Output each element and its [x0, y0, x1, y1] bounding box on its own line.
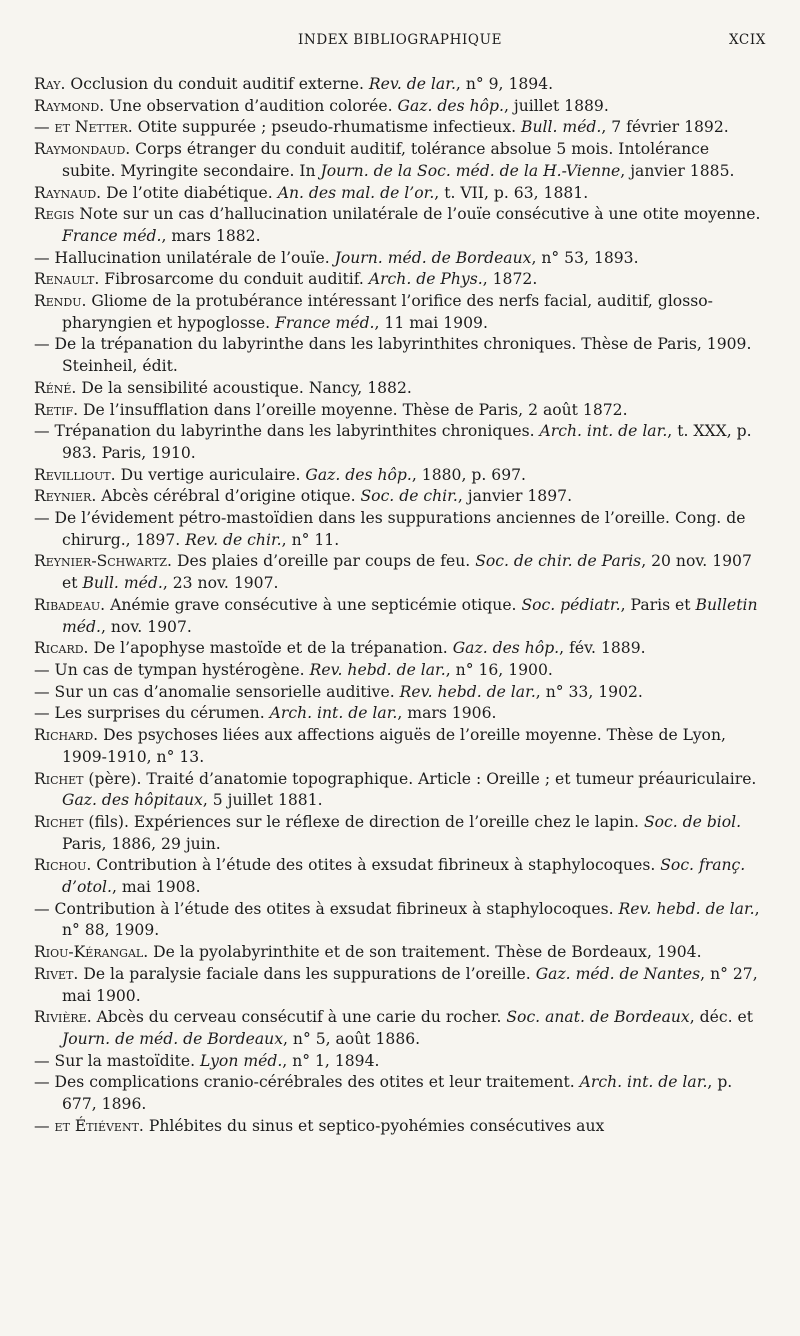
- bibliography-entry: [34, 964, 766, 1007]
- entry-text: , n° 88, 1909.: [62, 899, 760, 940]
- bibliography-entry: [34, 204, 766, 247]
- bibliography-entry: [34, 139, 766, 182]
- entry-author: Regis: [34, 205, 75, 224]
- entry-source-title: Arch. int. de lar.: [579, 1073, 708, 1092]
- bibliography-entry: [34, 183, 766, 205]
- entry-text: , mars 1882.: [161, 226, 261, 245]
- entry-text: Du vertige auriculaire.: [115, 465, 306, 484]
- entry-source-title: Journ. méd. de Bordeaux: [334, 248, 532, 267]
- bibliography-entry: [34, 1072, 766, 1115]
- entry-source-title: Rev. hebd. de lar.: [399, 682, 536, 701]
- entry-text: Abcès cérébral d’origine otique.: [96, 487, 361, 506]
- entry-author: — et Netter.: [34, 118, 133, 137]
- entry-text: , n° 16, 1900.: [445, 660, 553, 679]
- bibliography-entry: [34, 551, 766, 594]
- entry-text: , t. VII, p. 63, 1881.: [434, 183, 589, 202]
- bibliography-entry: [34, 703, 766, 725]
- entry-text: De l’otite diabétique.: [101, 183, 278, 202]
- entry-text: — Les surprises du cérumen.: [34, 704, 270, 723]
- entry-text: , n° 27, mai 1900.: [62, 964, 758, 1005]
- entry-text: Paris, 1886, 29 juin.: [62, 834, 221, 853]
- entry-source-title: Rev. hebd. de lar.: [618, 899, 755, 918]
- entry-author: Rivière.: [34, 1008, 92, 1027]
- entry-text: Gliome de la protubérance intéressant l’orifice des nerfs facial, auditif, glosso-pharyngien et hypoglosse.: [62, 292, 713, 332]
- entry-author: Ricard.: [34, 639, 89, 658]
- entry-text: De l’apophyse mastoïde et de la trépanation.: [88, 639, 453, 658]
- bibliography-entry: [34, 855, 766, 898]
- entry-text: , t. XXX, p. 983. Paris, 1910.: [62, 422, 752, 462]
- entry-source-title: Soc. pédiatr.: [521, 595, 621, 614]
- entry-source-title: An. des mal. de l’or.: [277, 183, 435, 202]
- entry-text: , n° 1, 1894.: [282, 1051, 380, 1070]
- entry-text: , 11 mai 1909.: [374, 313, 488, 332]
- entry-text: — De la trépanation du labyrinthe dans les labyrinthites chroniques. Thèse de Paris, 1909. Steinheil, édit.: [34, 335, 752, 376]
- bibliography-entry: [34, 1007, 766, 1050]
- entry-text: Des psychoses liées aux affections aiguës de l’oreille moyenne. Thèse de Lyon, 1909-1910, n° 13.: [62, 726, 726, 766]
- entry-author: Richou.: [34, 856, 92, 875]
- bibliography-entry: [34, 1116, 766, 1138]
- entry-text: , n° 53, 1893.: [531, 248, 639, 267]
- bibliography-entry: [34, 942, 766, 964]
- bibliography-entry: [34, 291, 766, 334]
- page-header: [34, 32, 766, 54]
- entry-source-title: Gaz. méd. de Nantes: [535, 964, 701, 983]
- bibliography-entry: [34, 96, 766, 118]
- entry-source-title: Bulletin méd.: [62, 595, 758, 636]
- bibliography-entry: [34, 400, 766, 422]
- entry-source-title: Arch. de Phys.: [368, 270, 483, 289]
- entry-text: — Hallucination unilatérale de l’ouïe.: [34, 248, 335, 267]
- entry-author: Riou-Kérangal.: [34, 943, 149, 962]
- entry-text: De l’insufflation dans l’oreille moyenne. Thèse de Paris, 2 août 1872.: [78, 400, 628, 419]
- entry-source-title: Arch. int. de lar.: [269, 704, 398, 723]
- entry-text: , 7 février 1892.: [601, 118, 729, 137]
- entry-text: , n° 9, 1894.: [455, 75, 554, 93]
- entry-text: Des plaies d’oreille par coups de feu.: [172, 552, 476, 571]
- entry-text: Fibrosarcome du conduit auditif.: [99, 270, 369, 289]
- entry-text: , 23 nov. 1907.: [162, 574, 279, 593]
- bibliography-entry: [34, 508, 766, 551]
- bibliography-entry: [34, 334, 766, 377]
- entry-source-title: Lyon méd.: [200, 1051, 283, 1070]
- entry-author: Rendu.: [34, 292, 87, 311]
- bibliography-entry: [34, 638, 766, 660]
- entry-source-title: Journ. de la Soc. méd. de la H.-Vienne: [320, 161, 621, 180]
- entry-text: Anémie grave consécutive à une septicémie otique.: [105, 595, 522, 614]
- entry-author: Revilliout.: [34, 465, 116, 484]
- entry-text: — Un cas de tympan hystérogène.: [34, 660, 310, 679]
- entry-text: , nov. 1907.: [100, 617, 192, 636]
- entry-author: Reynier-Schwartz.: [34, 552, 173, 571]
- entry-author: Raymondaud.: [34, 140, 131, 159]
- entry-text: — De l’évidement pétro-mastoïdien dans les suppurations anciennes de l’oreille. Cong. de chirurg., 1897.: [34, 509, 746, 549]
- entry-source-title: Soc. franç. d’otol.: [62, 856, 746, 897]
- page-number: XCIX: [728, 32, 766, 48]
- bibliography-entry: [34, 465, 766, 487]
- bibliography-entry: [34, 595, 766, 638]
- entry-text: , janvier 1897.: [457, 487, 573, 506]
- bibliography-entry: [34, 421, 766, 464]
- entry-text: , janvier 1885.: [620, 161, 735, 180]
- entry-author: Ribadeau.: [34, 595, 106, 614]
- entry-text: , 5 juillet 1881.: [202, 791, 323, 810]
- entry-text: Note sur un cas d’hallucination unilatérale de l’ouïe consécutive à une otite moyenne.: [74, 205, 761, 224]
- entry-text: , déc. et: [689, 1008, 754, 1027]
- entry-author: Reynier.: [34, 487, 97, 506]
- entry-source-title: Soc. de chir. de Paris: [475, 552, 642, 571]
- bibliography-entry: [34, 117, 766, 139]
- entry-text: , n° 5, août 1886.: [283, 1029, 421, 1048]
- entry-text: , Paris et: [620, 595, 696, 614]
- entry-text: (fils). Expériences sur le réflexe de direction de l’oreille chez le lapin.: [83, 812, 644, 831]
- entry-source-title: Rev. de chir.: [185, 530, 282, 549]
- entry-author: Richet: [34, 812, 84, 831]
- bibliography-entry: [34, 725, 766, 768]
- entry-source-title: Bull. méd.: [82, 574, 163, 593]
- entry-text: , fév. 1889.: [559, 639, 646, 658]
- entry-text: , mai 1908.: [111, 878, 201, 897]
- entry-text: Contribution à l’étude des otites à exsudat fibrineux à staphylocoques.: [91, 856, 661, 875]
- entry-text: , juillet 1889.: [503, 96, 609, 115]
- entry-author: Réné.: [34, 378, 77, 397]
- entry-text: , p. 677, 1896.: [62, 1073, 733, 1114]
- bibliography-entry: [34, 269, 766, 291]
- entry-source-title: Rev. hebd. de lar.: [309, 660, 446, 679]
- bibliography-entry: [34, 486, 766, 508]
- entry-source-title: Arch. int. de lar.: [539, 422, 668, 441]
- entry-source-title: Gaz. des hôpitaux: [62, 791, 203, 810]
- entry-author: Rivet.: [34, 964, 79, 983]
- bibliography-entry: [34, 660, 766, 682]
- bibliography-entry: [34, 682, 766, 704]
- entry-text: — Des complications cranio-cérébrales des otites et leur traitement.: [34, 1073, 580, 1092]
- entry-author: Ray.: [34, 75, 66, 93]
- entry-text: De la sensibilité acoustique. Nancy, 1882.: [76, 378, 412, 397]
- entry-text: — Sur un cas d’anomalie sensorielle auditive.: [34, 682, 400, 701]
- entry-text: , 1880, p. 697.: [411, 465, 526, 484]
- entry-text: Abcès du cerveau consécutif à une carie du rocher.: [91, 1008, 507, 1027]
- entry-text: , n° 33, 1902.: [535, 682, 643, 701]
- entry-source-title: France méd.: [275, 313, 375, 332]
- entry-source-title: Soc. de chir.: [360, 487, 458, 506]
- entry-source-title: Soc. de biol.: [643, 812, 742, 831]
- entry-text: Une observation d’audition colorée.: [104, 96, 398, 115]
- entry-author: Richard.: [34, 726, 99, 745]
- bibliography-entry: [34, 1051, 766, 1073]
- bibliography-entry: [34, 378, 766, 400]
- bibliography-entry: [34, 812, 766, 855]
- entry-text: (père). Traité d’anatomie topographique. Article : Oreille ; et tumeur préauriculaire.: [83, 769, 757, 788]
- entry-text: De la pyolabyrinthite et de son traitement. Thèse de Bordeaux, 1904.: [148, 943, 702, 962]
- entry-text: Phlébites du sinus et septico-pyohémies consécutives aux: [143, 1116, 605, 1135]
- bibliography-entry: [34, 899, 766, 942]
- entry-source-title: Bull. méd.: [521, 118, 602, 137]
- entry-text: , 20 nov. 1907 et: [62, 552, 752, 593]
- bibliography-entry: [34, 74, 766, 96]
- entry-text: , 1872.: [482, 270, 538, 289]
- entry-text: Corps étranger du conduit auditif, tolérance absolue 5 mois. Intolérance subite. Myringite secondaire. In: [62, 140, 710, 180]
- entry-source-title: Journ. de méd. de Bordeaux: [62, 1029, 283, 1048]
- entry-source-title: Soc. anat. de Bordeaux: [506, 1008, 690, 1027]
- entry-author: Raymond.: [34, 96, 105, 115]
- entry-text: , mars 1906.: [397, 704, 497, 723]
- bibliography-list: [34, 74, 766, 1137]
- running-title: INDEX BIBLIOGRAPHIQUE: [297, 32, 503, 48]
- entry-source-title: Gaz. des hôp.: [397, 96, 504, 115]
- entry-source-title: France méd.: [62, 226, 162, 245]
- entry-author: Retif.: [34, 400, 79, 419]
- entry-text: — Sur la mastoïdite.: [34, 1051, 201, 1070]
- entry-author: — et Étiévent.: [34, 1116, 144, 1135]
- entry-source-title: Rev. de lar.: [368, 75, 456, 93]
- entry-author: Renault.: [34, 270, 100, 289]
- entry-text: — Contribution à l’étude des otites à exsudat fibrineux à staphylocoques.: [34, 899, 619, 918]
- bibliography-entry: [34, 248, 766, 270]
- entry-source-title: Gaz. des hôp.: [452, 639, 560, 658]
- entry-source-title: Gaz. des hôp.: [305, 465, 412, 484]
- entry-text: , n° 11.: [281, 530, 340, 549]
- bibliography-entry: [34, 769, 766, 812]
- entry-text: Otite suppurée ; pseudo-rhumatisme infectieux.: [132, 118, 522, 137]
- entry-author: Richet: [34, 769, 84, 788]
- entry-text: De la paralysie faciale dans les suppurations de l’oreille.: [78, 964, 536, 983]
- entry-text: — Trépanation du labyrinthe dans les labyrinthites chroniques.: [34, 422, 540, 441]
- entry-text: Occlusion du conduit auditif externe.: [65, 75, 369, 93]
- entry-author: Raynaud.: [34, 183, 102, 202]
